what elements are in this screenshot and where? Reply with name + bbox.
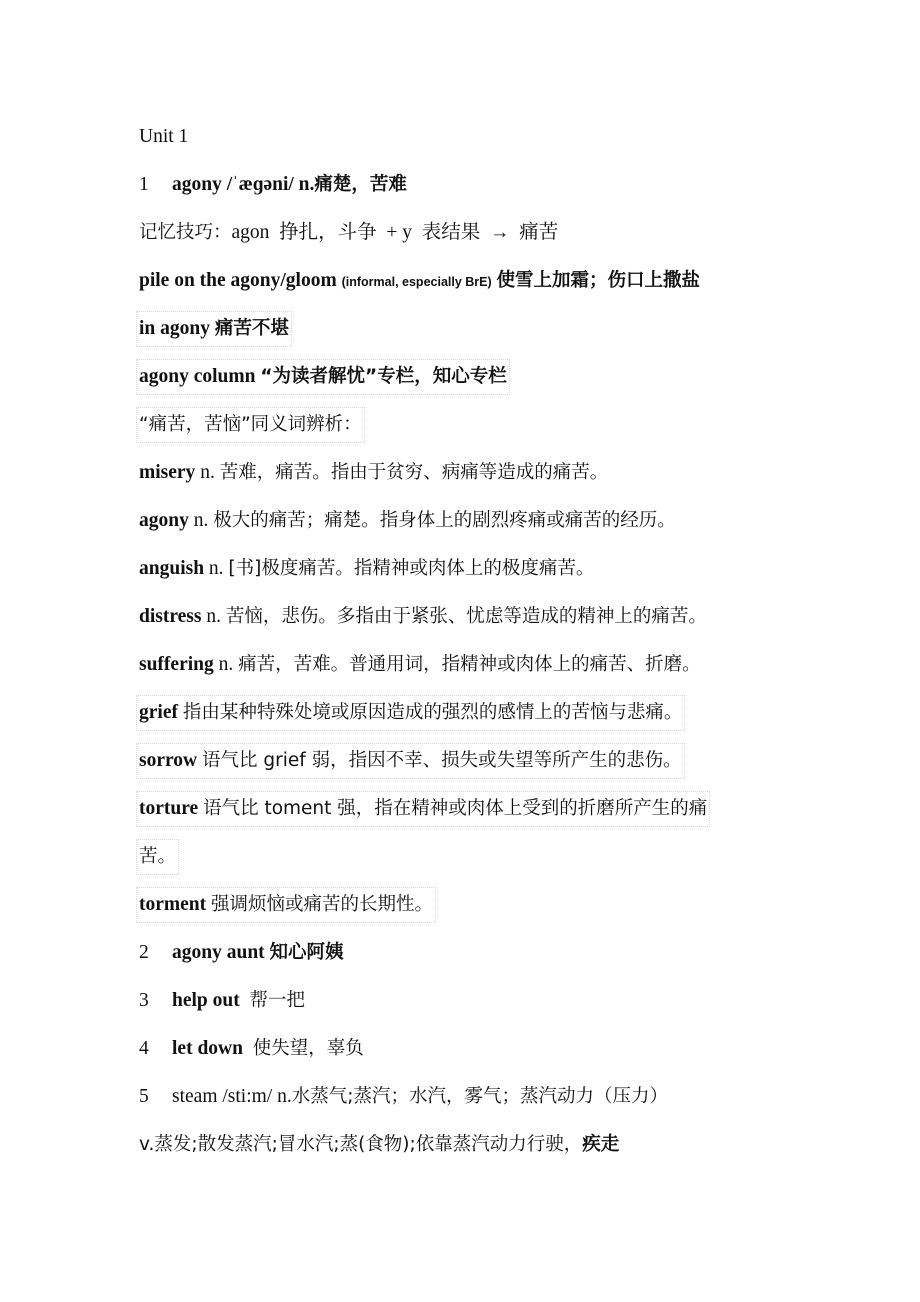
entry-term: agony /ˈæɡəni/ n. [172,174,315,195]
synonym-agony: agony n. 极大的痛苦；痛楚。指身体上的剧烈疼痛或痛苦的经历。 [139,510,676,531]
synonym-misery: misery n. 苦难，痛苦。指由于贫穷、病痛等造成的痛苦。 [139,462,609,483]
synonym-distress: distress n. 苦恼，悲伤。多指由于紧张、忧虑等造成的精神上的痛苦。 [139,606,707,627]
synonym-torture: torture 语气比 toment 强，指在精神或肉体上受到的折磨所产生的痛 [139,794,799,842]
synonym-suffering: suffering n. 痛苦，苦难。普通用词，指精神或肉体上的痛苦、折磨。 [139,654,701,675]
phrase-pile-on-the-agony: pile on the agony/gloom (informal, especially BrE) 使雪上加霜；伤口上撒盐 [139,270,701,291]
phrase-in-agony: in agony 痛苦不堪 [139,314,799,362]
synonyms-heading: “痛苦，苦恼”同义词辨析： [139,410,799,458]
unit-title: Unit 1 [139,126,189,147]
entry-1-headword: 1 agony /ˈæɡəni/ n.痛楚，苦难 [139,174,407,195]
synonym-torture-continuation: 苦。 [139,842,799,890]
entry-3: 3 help out 帮一把 [139,990,305,1011]
entry-definition: 痛楚，苦难 [314,174,407,195]
synonym-sorrow: sorrow 语气比 grief 弱，指因不幸、损失或失望等所产生的悲伤。 [139,746,799,794]
synonym-torment: torment 强调烦恼或痛苦的长期性。 [139,890,799,938]
memory-tip: 记忆技巧：agon 挣扎，斗争 + y 表结果 → 痛苦 [139,222,559,243]
document-page [139,122,799,1178]
synonym-anguish: anguish n. [书]极度痛苦。指精神或肉体上的极度痛苦。 [139,558,595,579]
entry-2: 2 agony aunt 知心阿姨 [139,942,344,963]
entry-5-verb: v.蒸发;散发蒸汽;冒水汽;蒸(食物);依靠蒸汽动力行驶，疾走 [139,1134,620,1155]
synonym-grief: grief 指由某种特殊处境或原因造成的强烈的感情上的苦恼与悲痛。 [139,698,799,746]
phrase-agony-column: agony column “为读者解忧”专栏，知心专栏 [139,362,799,410]
entry-4: 4 let down 使失望，辜负 [139,1038,364,1059]
entry-5: 5 steam /sti:m/ n.水蒸气;蒸汽；水汽，雾气；蒸汽动力（压力） [139,1086,668,1107]
